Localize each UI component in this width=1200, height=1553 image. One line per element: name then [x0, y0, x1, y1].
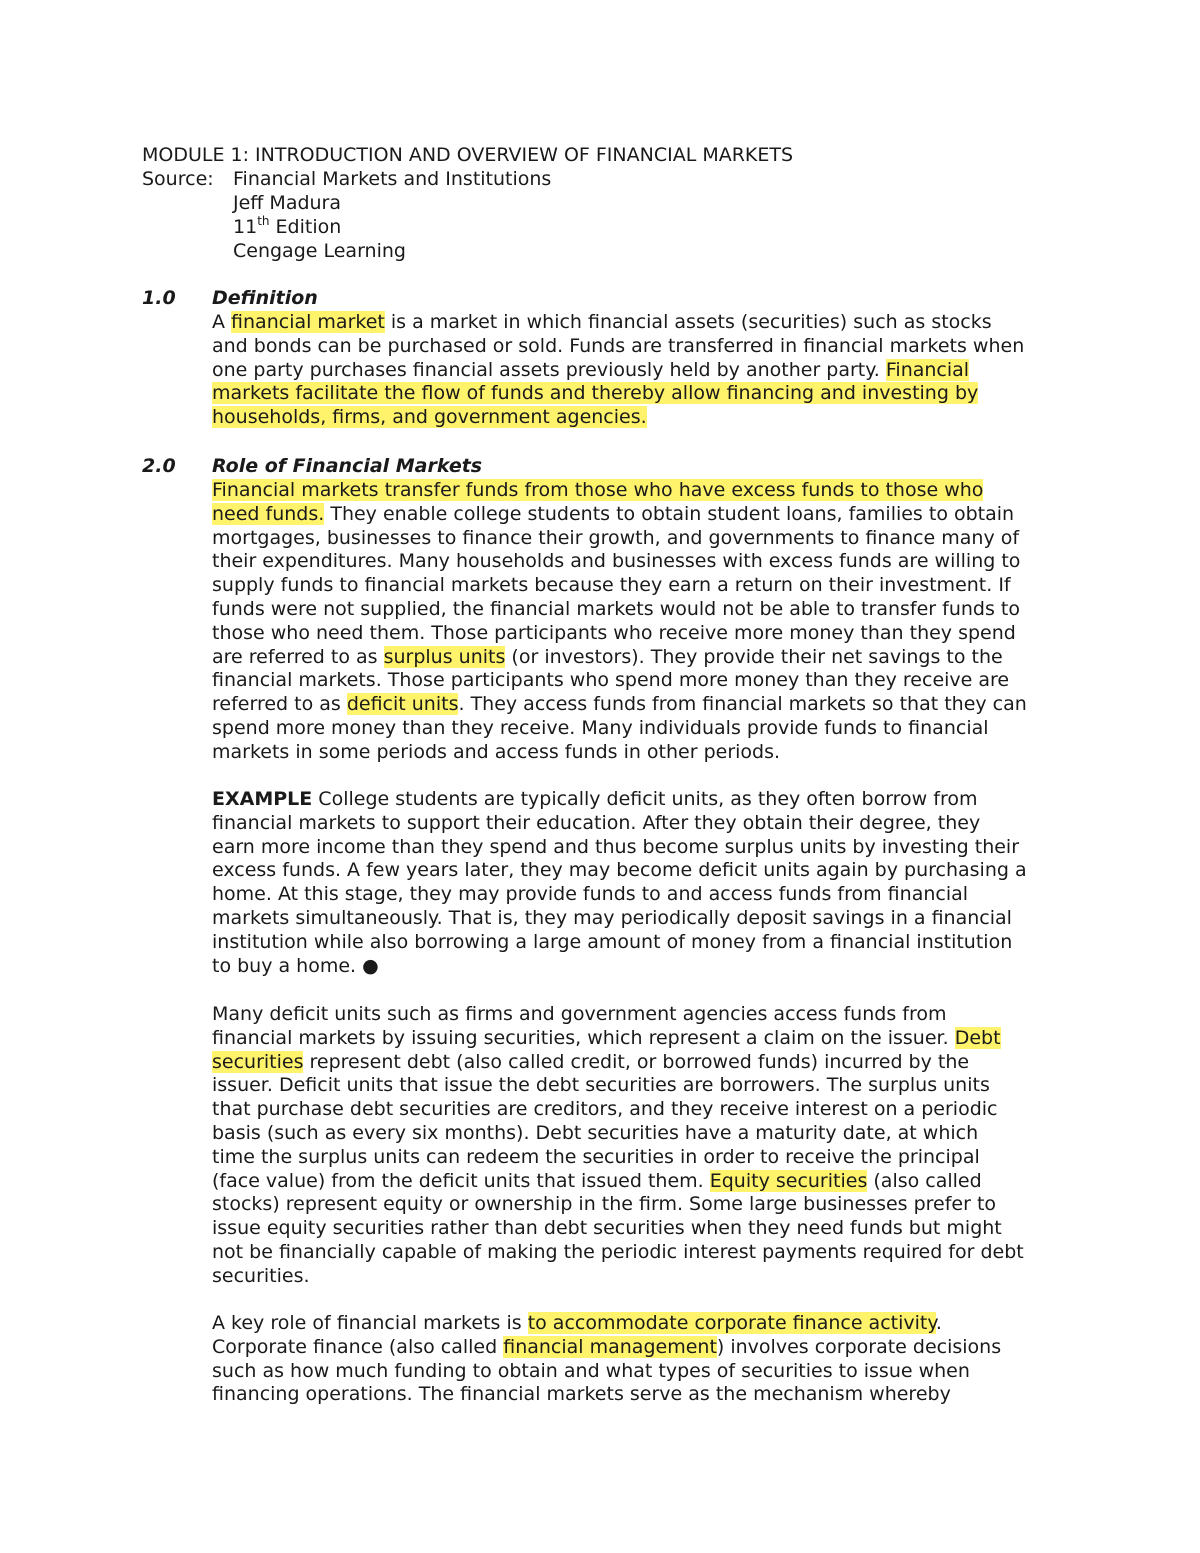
- highlighted-text: Debt: [954, 1026, 1001, 1049]
- text-run: home. At this stage, they may provide funds to and access funds from financial: [212, 883, 969, 906]
- text-line: [212, 502, 1014, 526]
- text-line: [212, 1311, 942, 1335]
- text-line: [212, 1335, 1001, 1359]
- text-line: [212, 716, 989, 740]
- text-line: [212, 573, 1011, 597]
- text-run: Many deficit units such as firms and government agencies access funds from: [212, 1003, 947, 1025]
- text-run: markets in some periods and access funds in other periods.: [212, 740, 781, 763]
- highlighted-text: Equity securities: [709, 1169, 868, 1192]
- text-run: to buy a home. ●: [212, 954, 379, 977]
- highlighted-text: securities: [212, 1050, 304, 1073]
- text-run: financial markets by issuing securities, which represent a claim on the issuer.: [212, 1026, 955, 1049]
- highlighted-text: markets facilitate the flow of funds and thereby allow financing and investing by: [212, 382, 979, 405]
- highlighted-text: to accommodate corporate finance activity: [527, 1312, 936, 1334]
- text-line: [212, 358, 969, 382]
- text-run: A: [212, 311, 232, 333]
- text-line: [212, 1073, 990, 1097]
- text-line: [212, 1169, 982, 1193]
- text-line: [212, 597, 1020, 621]
- source-edition: [233, 215, 341, 239]
- text-line: [212, 405, 647, 429]
- text-line: [212, 882, 968, 906]
- text-line: [212, 668, 1009, 692]
- section-2-title: Role of Financial Markets: [212, 455, 483, 477]
- text-line: [212, 645, 1003, 669]
- text-run: ) involves corporate decisions: [716, 1335, 1002, 1358]
- highlighted-text: households, firms, and government agencies.: [212, 406, 647, 429]
- text-line: [212, 1382, 951, 1406]
- text-run: supply funds to financial markets because they earn a return on their investment. If: [212, 574, 1011, 597]
- text-line: [212, 1145, 980, 1169]
- text-line: [212, 858, 1027, 882]
- highlighted-text: deficit units: [346, 693, 459, 716]
- text-run: .: [935, 1312, 942, 1334]
- section-1-title: Definition: [212, 287, 318, 309]
- source-author: Jeff Madura: [233, 192, 342, 214]
- text-run: spend more money than they receive. Many individuals provide funds to financial: [212, 717, 989, 739]
- text-run: financial markets. Those participants who spend more money than they receive are: [212, 669, 1010, 692]
- text-run: that purchase debt securities are creditors, and they receive interest on a periodic: [212, 1098, 998, 1121]
- text-run: mortgages, businesses to finance their growth, and governments to finance many of: [212, 526, 1020, 549]
- text-line: [212, 478, 983, 502]
- edition-word: Edition: [269, 216, 342, 238]
- text-run: and bonds can be purchased or sold. Funds are transferred in financial markets when: [212, 334, 1025, 357]
- text-line: [212, 1264, 310, 1288]
- text-run: are referred to as: [212, 645, 384, 668]
- text-run: financial markets to support their education. After they obtain their degree, they: [212, 811, 981, 834]
- text-line: [212, 1121, 978, 1145]
- highlighted-text: financial market: [231, 311, 385, 333]
- text-run: basis (such as every six months). Debt securities have a maturity date, at which: [212, 1122, 979, 1144]
- text-run: A key role of financial markets is: [212, 1312, 528, 1334]
- text-run: represent debt (also called credit, or borrowed funds) incurred by the: [303, 1050, 970, 1073]
- source-title: Financial Markets and Institutions: [233, 168, 552, 190]
- text-line: [212, 1026, 1001, 1050]
- text-run: funds were not supplied, the financial markets would not be able to transfer funds to: [212, 598, 1020, 620]
- text-line: [212, 310, 992, 334]
- text-line: [212, 621, 1016, 645]
- text-line: [212, 1050, 969, 1074]
- text-run: such as how much funding to obtain and what types of securities to issue when: [212, 1359, 970, 1382]
- highlighted-text: Financial: [885, 358, 970, 381]
- text-line: [212, 381, 978, 405]
- text-run: those who need them. Those participants who receive more money than they spend: [212, 621, 1016, 644]
- text-line: [212, 334, 1024, 358]
- text-line: [212, 787, 977, 811]
- text-run: . They access funds from financial markets so that they can: [458, 693, 1027, 716]
- text-line: [212, 835, 1019, 859]
- text-run: issue equity securities rather than debt securities when they need funds but might: [212, 1217, 1002, 1240]
- module-title: MODULE 1: INTRODUCTION AND OVERVIEW OF FINANCIAL MARKETS: [142, 144, 794, 166]
- text-line: [212, 526, 1019, 550]
- text-run: earn more income than they spend and thus become surplus units by investing their: [212, 835, 1020, 858]
- text-line: [212, 1240, 1024, 1264]
- text-run: stocks) represent equity or ownership in the firm. Some large businesses prefer to: [212, 1193, 997, 1216]
- text-run: securities.: [212, 1264, 310, 1287]
- text-line: [212, 930, 1012, 954]
- highlighted-text: need funds.: [212, 502, 325, 525]
- edition-number: 11: [233, 216, 258, 238]
- text-line: [212, 906, 1012, 930]
- text-line: [212, 549, 1020, 573]
- text-run: is a market in which financial assets (securities) such as stocks: [384, 311, 992, 333]
- text-line: [212, 954, 379, 978]
- source-label: Source:: [142, 168, 214, 190]
- text-run: excess funds. A few years later, they may become deficit units again by purchasing a: [212, 859, 1027, 882]
- text-line: [212, 740, 780, 764]
- text-line: [212, 1097, 998, 1121]
- highlighted-text: surplus units: [383, 645, 506, 668]
- text-line: [212, 1192, 996, 1216]
- text-run: issuer. Deficit units that issue the debt securities are borrowers. The surplus units: [212, 1074, 990, 1097]
- highlighted-text: Financial markets transfer funds from those who have excess funds to those who: [212, 479, 984, 501]
- text-run: Corporate finance (also called: [212, 1335, 504, 1358]
- text-line: [212, 811, 980, 835]
- text-line: [212, 1002, 946, 1026]
- text-run: markets simultaneously. That is, they may periodically deposit savings in a financial: [212, 907, 1012, 929]
- text-line: [212, 1359, 970, 1383]
- text-run: (face value) from the deficit units that issued them.: [212, 1169, 710, 1192]
- bold-text: EXAMPLE: [212, 788, 313, 810]
- section-2-number: 2.0: [142, 455, 176, 477]
- section-1-number: 1.0: [142, 287, 176, 309]
- text-run: (or investors). They provide their net savings to the: [505, 645, 1003, 668]
- highlighted-text: financial management: [503, 1335, 717, 1358]
- text-run: They enable college students to obtain student loans, families to obtain: [324, 502, 1015, 525]
- text-run: not be financially capable of making the periodic interest payments required for debt: [212, 1241, 1024, 1263]
- text-run: time the surplus units can redeem the securities in order to receive the principal: [212, 1145, 980, 1168]
- edition-superscript: th: [257, 214, 270, 228]
- text-line: [212, 692, 1027, 716]
- text-line: [212, 1216, 1002, 1240]
- text-run: referred to as: [212, 693, 347, 716]
- text-run: financing operations. The financial markets serve as the mechanism whereby: [212, 1383, 951, 1406]
- text-run: College students are typically deficit units, as they often borrow from: [312, 788, 978, 810]
- text-run: their expenditures. Many households and businesses with excess funds are willing to: [212, 550, 1021, 573]
- text-run: one party purchases financial assets previously held by another party.: [212, 358, 886, 381]
- source-publisher: Cengage Learning: [233, 240, 406, 262]
- text-run: (also called: [867, 1169, 982, 1192]
- text-run: institution while also borrowing a large amount of money from a financial institution: [212, 930, 1013, 953]
